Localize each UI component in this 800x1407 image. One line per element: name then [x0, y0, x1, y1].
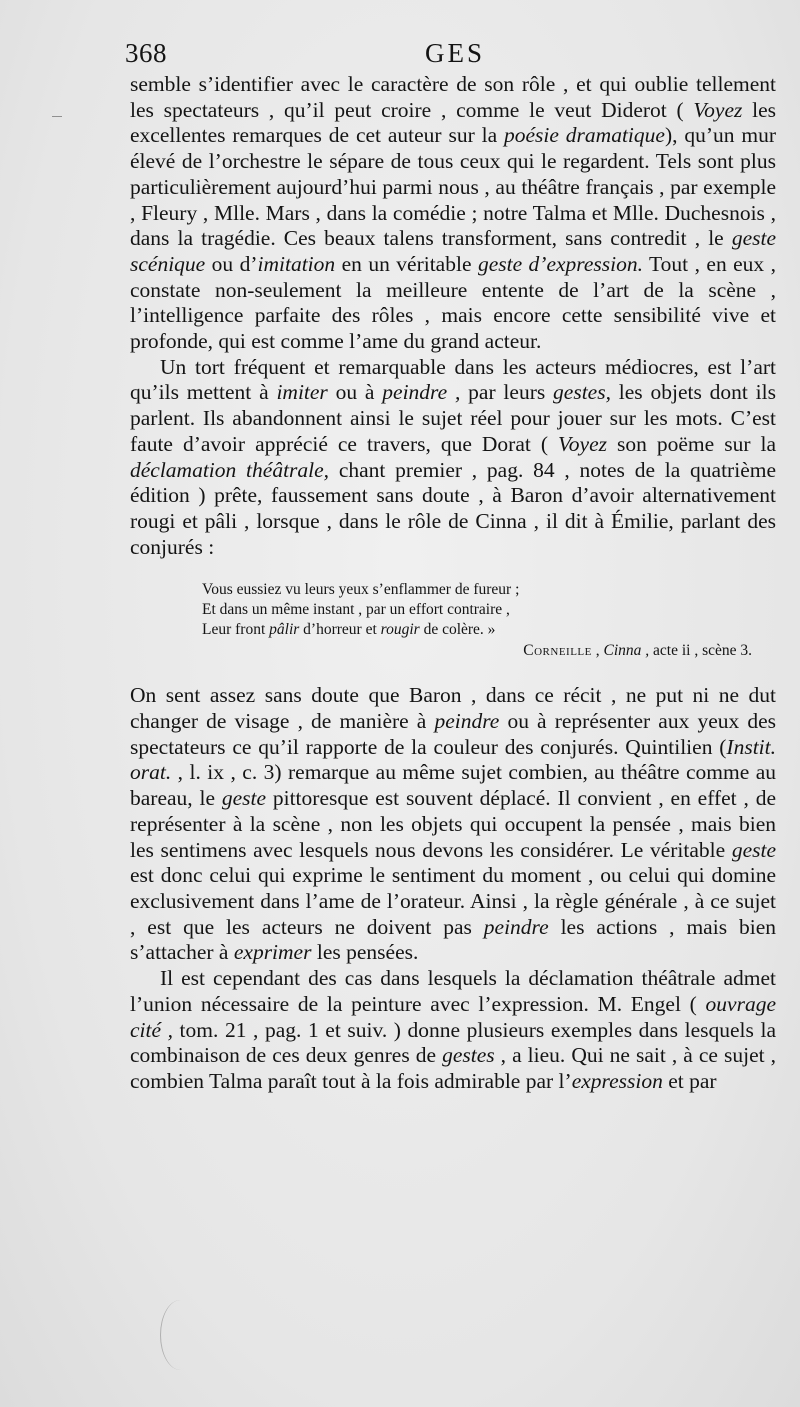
text-run: d’horreur et: [299, 621, 381, 639]
small-caps-text: Corneille: [523, 642, 592, 660]
text-run: pittoresque est souvent déplacé. Il convient , en effet , de représenter à la scène , non les objets qui occupent la pensée , mais bien les sentimens avec lesquels nous devons les considérer. Le véritable: [130, 786, 776, 862]
paragraph-3: [130, 683, 776, 966]
text-run: en un véritable: [335, 251, 478, 276]
text-run: , a lieu. Qui ne sait , à ce sujet , combien Talma paraît tout à la fois admirable par l’: [130, 1043, 776, 1093]
verse-line-3: [202, 620, 752, 640]
text-run: ), qu’un mur élevé de l’orchestre le sépare de tous ceux qui le regardent. Tels sont plus particulièrement aujourd’hui parmi nous , au théâtre français , par exemple , Fleury , Mlle. Mars , dans la comédie ; notre Talma et Mlle. Duchesnois , dans la tragédie. Ces beaux talens transforment, sans contredit , le: [130, 123, 777, 251]
paper-blemish: [160, 1300, 201, 1370]
italic-text: Cinna ,: [603, 642, 650, 660]
italic-text: imitation: [257, 251, 336, 276]
italic-text: geste: [731, 837, 776, 862]
text-run: ou à: [327, 380, 383, 405]
margin-mark: [52, 116, 62, 117]
text-run: ou à représenter aux yeux des spectateurs ce qu’il rapporte de la couleur des conjurés. Quintilien (: [130, 709, 777, 759]
text-run: de colère. »: [419, 621, 496, 639]
text-run: Et dans un même instant , par un effort contraire ,: [202, 601, 510, 619]
text-run: par leurs: [460, 380, 554, 405]
italic-text: ouvrage cité ,: [130, 991, 776, 1042]
page-header: [125, 38, 775, 72]
italic-text: expression: [571, 1068, 663, 1093]
paragraph-2: [130, 355, 776, 561]
italic-text: geste: [221, 786, 267, 811]
text-run: semble s’identifier avec le caractère de son rôle , et qui oublie tellement les spectateurs , qu’il peut croire , comme le veut Diderot (: [130, 72, 776, 122]
italic-text: geste scénique: [130, 226, 776, 276]
text-run: les pensées.: [311, 940, 419, 965]
text-run: les objets dont ils parlent. Ils abandonnent ainsi le sujet réel pour jouer sur les mots. C’est faute d’avoir apprécié ce travers, que Dorat (: [130, 380, 776, 456]
text-run: On sent assez sans doute que Baron , dans ce récit , ne put ni ne dut changer de visage , de manière à: [130, 683, 776, 734]
italic-text: imiter: [276, 380, 328, 405]
verse-line-2: [202, 600, 752, 620]
italic-text: Voyez: [558, 431, 607, 456]
text-run: son poëme sur la: [607, 431, 777, 456]
italic-text: Voyez: [693, 97, 743, 122]
italic-text: déclamation théâtrale,: [130, 457, 330, 482]
italic-text: gestes,: [553, 380, 611, 405]
italic-text: rougir: [380, 621, 420, 639]
text-run: Un tort fréquent et remarquable dans les acteurs médiocres, est l’art qu’ils mettent à: [130, 354, 776, 405]
text-run: Leur front: [202, 621, 270, 639]
text-run: acte ii , scène 3.: [649, 642, 752, 660]
text-run: Tout , en eux , constate non-seulement la meilleure entente de l’art de la scène , l’intelligence parfaite des rôles , mais encore cette sensibilité vive et profonde, qui est comme l’ame du grand acteur.: [130, 251, 776, 354]
text-run: Vous eussiez vu leurs yeux s’enflammer de fureur ;: [202, 581, 520, 599]
italic-text: peindre ,: [382, 380, 461, 405]
text-run: chant premier , pag. 84 , notes de la quatrième édition ) prête, faussement sans doute , à Baron d’avoir alternativement rougi et pâli , lorsque , dans le rôle de Cinna , il dit à Émilie, parlant des conjurés :: [130, 457, 777, 559]
paragraph-1: [130, 72, 776, 355]
text-run: les actions , mais bien s’attacher à: [130, 914, 776, 965]
text-run: les excellentes remarques de cet auteur sur la: [130, 97, 776, 148]
italic-text: peindre: [483, 914, 549, 939]
paragraph-4: [130, 966, 776, 1095]
verse-line-1: [202, 580, 752, 600]
italic-text: pâlir: [269, 621, 300, 639]
quotation-citation: [202, 641, 752, 661]
text-run: et par: [662, 1068, 717, 1093]
text-run: ou d’: [205, 251, 258, 276]
italic-text: exprimer: [233, 940, 312, 965]
italic-text: gestes: [442, 1043, 495, 1068]
page-number: 368: [125, 38, 167, 68]
italic-text: geste d’expression.: [477, 251, 643, 276]
italic-text: Instit. orat.: [130, 734, 776, 785]
verse-quotation: [202, 580, 752, 661]
text-run: ,: [591, 642, 604, 660]
text-run: tom. 21 , pag. 1 et suiv. ) donne plusieurs exemples dans lesquels la combinaison de ces deux genres de: [130, 1017, 776, 1068]
italic-text: poésie dramatique: [504, 123, 665, 148]
text-run: , l. ix , c. 3) remarque au même sujet combien, au théâtre comme au bareau, le: [130, 760, 776, 811]
running-head: GES: [425, 38, 486, 68]
body-text: [130, 72, 776, 1095]
text-run: Il est cependant des cas dans lesquels la déclamation théâtrale admet l’union nécessaire de la peinture avec l’expression. M. Engel (: [130, 966, 776, 1016]
italic-text: peindre: [434, 709, 500, 734]
text-run: est donc celui qui exprime le sentiment du moment , ou celui qui domine exclusivement dans l’ame de l’orateur. Ainsi , la règle générale , à ce sujet , est que les acteurs ne doivent pas: [130, 863, 776, 939]
